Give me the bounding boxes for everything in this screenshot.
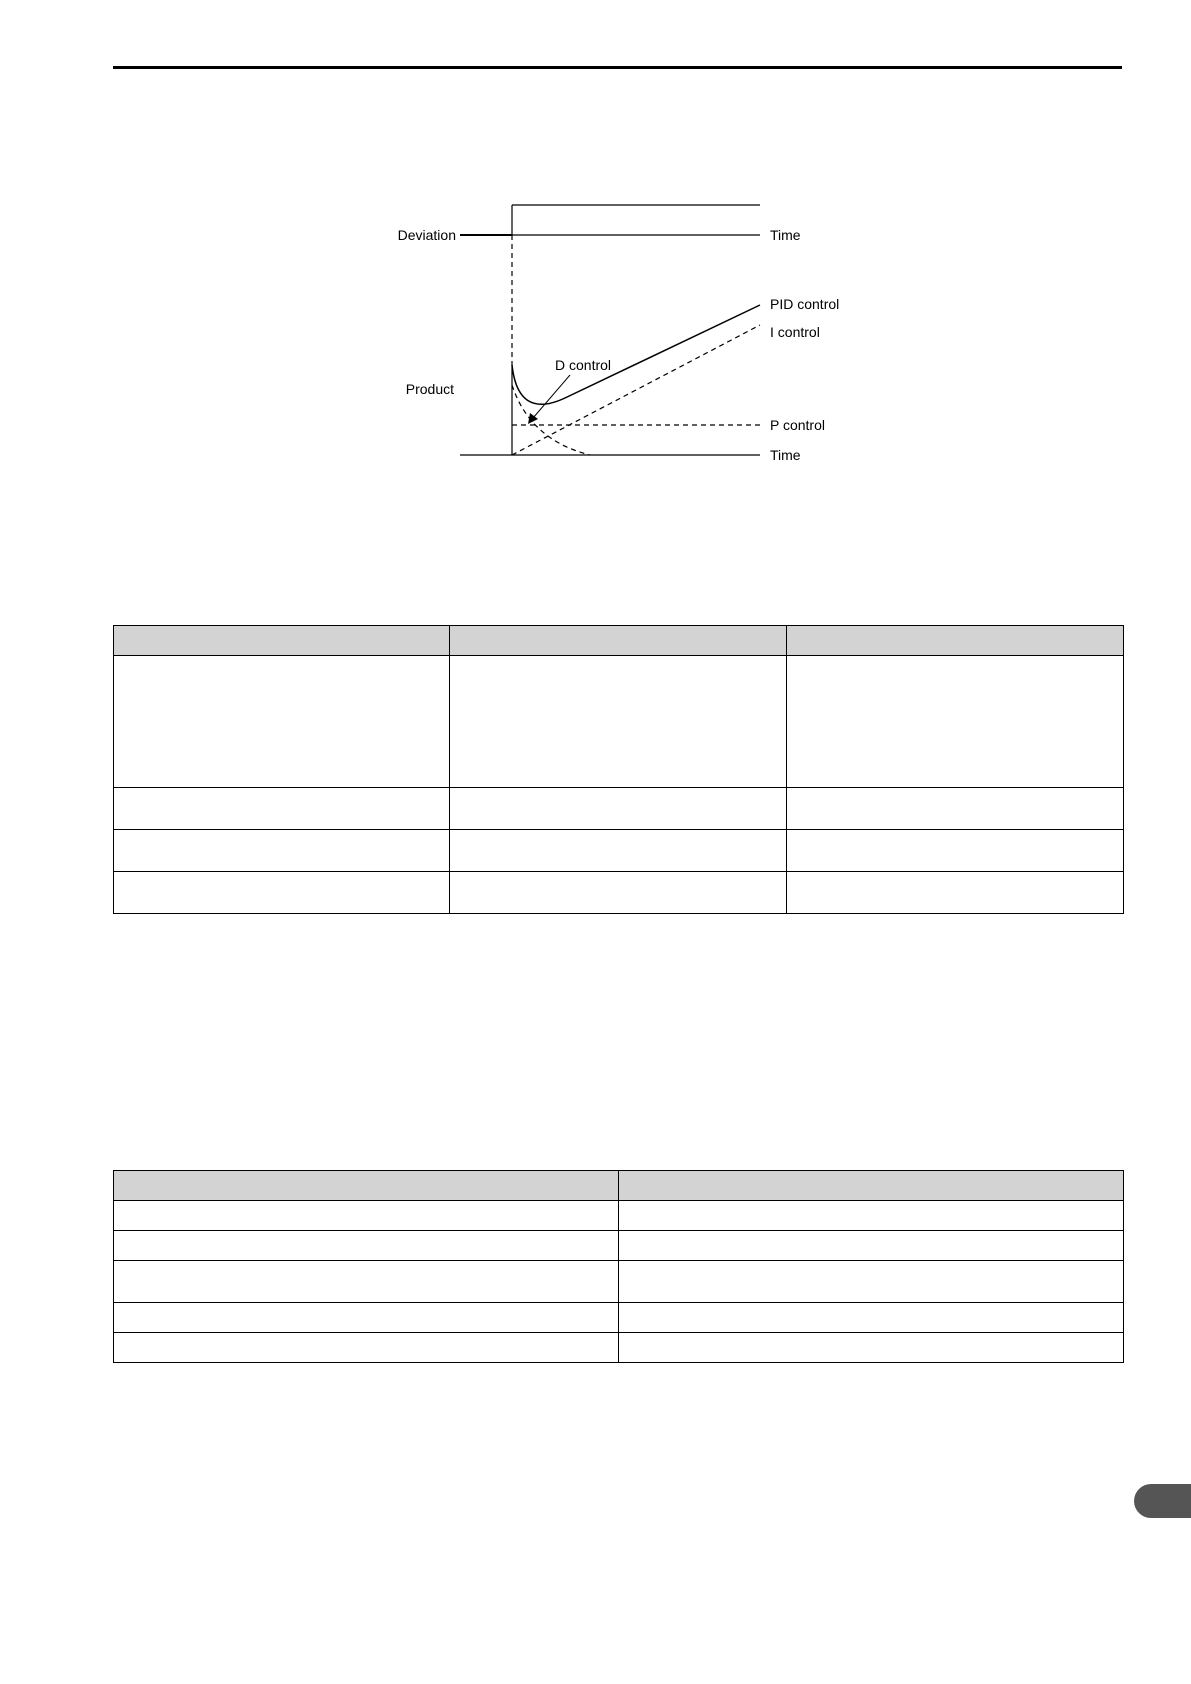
table-header-row [114,1171,1124,1201]
chapter-side-tab [1134,1484,1191,1518]
pid-response-diagram [380,190,860,480]
table-cell [619,1201,1124,1231]
table-header-cell [787,626,1124,656]
table-cell [619,1261,1124,1303]
table-cell [450,830,787,872]
table-cell [450,656,787,788]
table-cell [787,788,1124,830]
table-row [114,830,1124,872]
table-row [114,872,1124,914]
i-control-line [512,325,760,455]
label-pid-control: PID control [770,296,840,312]
table-cell [619,1303,1124,1333]
table-cell [114,1333,619,1363]
table-cell [114,656,450,788]
table-header-cell [114,1171,619,1201]
table-row [114,1333,1124,1363]
table-row [114,788,1124,830]
table-cell [450,788,787,830]
label-p-control: P control [770,417,825,433]
table-row [114,1261,1124,1303]
table-row [114,1231,1124,1261]
label-time-top: Time [770,227,801,243]
table-cell [619,1333,1124,1363]
table-cell [787,872,1124,914]
table-row [114,1201,1124,1231]
table-header-cell [114,626,450,656]
label-d-control: D control [555,357,612,373]
table-cell [114,1303,619,1333]
table-cell [787,830,1124,872]
table-row [114,656,1124,788]
label-product: Product [405,381,454,397]
pid-response-svg [380,190,860,480]
table-cell [114,1261,619,1303]
pid-control-curve [512,305,760,404]
table-row [114,1303,1124,1333]
settings-table-1 [113,625,1124,914]
table-cell [114,830,450,872]
table-cell [114,1201,619,1231]
label-time-bottom: Time [770,447,801,463]
table-cell [619,1231,1124,1261]
table-header-cell [619,1171,1124,1201]
settings-table-2 [113,1170,1124,1363]
label-deviation: Deviation [397,227,456,243]
d-control-pointer [533,375,570,418]
table-header-cell [450,626,787,656]
table-cell [787,656,1124,788]
table-cell [114,788,450,830]
table-cell [114,1231,619,1261]
table-cell [114,872,450,914]
header-rule [113,66,1122,69]
table-cell [450,872,787,914]
label-i-control: I control [770,324,820,340]
table-header-row [114,626,1124,656]
